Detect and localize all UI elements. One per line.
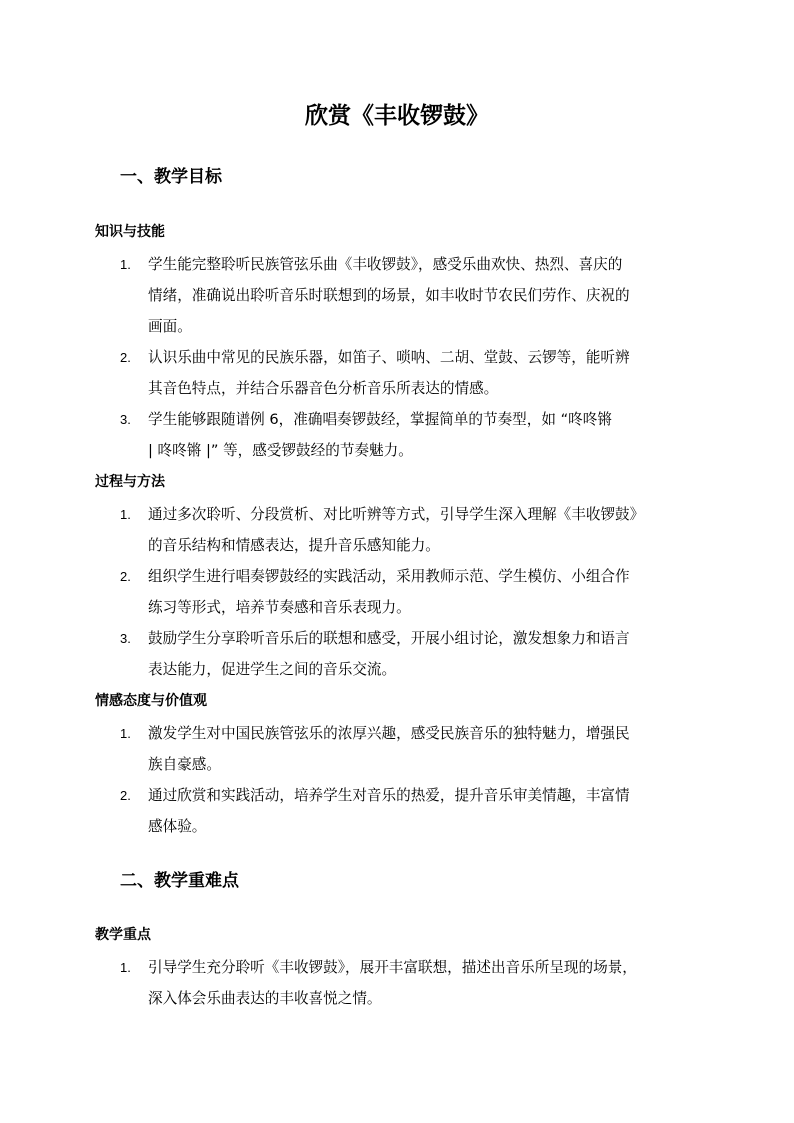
- list-item-line: 通过欣赏和实践活动，培养学生对音乐的热爱，提升音乐审美情趣，丰富情: [148, 787, 630, 804]
- list-item-line: 族自豪感。: [148, 756, 221, 773]
- list-item-line: 引导学生充分聆听《丰收锣鼓》，展开丰富联想，描述出音乐所呈现的场景，: [148, 959, 637, 976]
- list-item-line: 其音色特点，并结合乐器音色分析音乐所表达的情感。: [148, 380, 499, 397]
- subsection-heading-attitude-values: 情感态度与价值观: [95, 693, 207, 709]
- list-number: 1.: [120, 507, 131, 522]
- list-number: 3.: [120, 631, 131, 646]
- list-number: 3.: [120, 412, 131, 427]
- list-item-line: | 咚咚锵 |” 等，感受锣鼓经的节奏魅力。: [148, 442, 413, 459]
- list-item-line: 情绪，准确说出聆听音乐时联想到的场景，如丰收时节农民们劳作、庆祝的: [148, 287, 630, 304]
- section-heading-teaching-goals: 一、教学目标: [120, 167, 222, 187]
- list-number: 1.: [120, 257, 131, 272]
- list-number: 2.: [120, 350, 131, 365]
- list-item-line: 深入体会乐曲表达的丰收喜悦之情。: [148, 990, 382, 1007]
- list-number: 1.: [120, 960, 131, 975]
- list-item-line: 学生能完整聆听民族管弦乐曲《丰收锣鼓》，感受乐曲欢快、热烈、喜庆的: [148, 256, 623, 273]
- list-item-line: 表达能力，促进学生之间的音乐交流。: [148, 661, 397, 678]
- list-item-line: 鼓励学生分享聆听音乐后的联想和感受，开展小组讨论，激发想象力和语言: [148, 630, 630, 647]
- list-item-line: 学生能够跟随谱例 6，准确唱奏锣鼓经，掌握简单的节奏型，如 “咚咚锵: [148, 411, 612, 428]
- list-item-line: 练习等形式，培养节奏感和音乐表现力。: [148, 599, 411, 616]
- list-item-line: 通过多次聆听、分段赏析、对比听辨等方式，引导学生深入理解《丰收锣鼓》: [148, 506, 645, 523]
- list-number: 1.: [120, 726, 131, 741]
- list-item-line: 的音乐结构和情感表达，提升音乐感知能力。: [148, 537, 440, 554]
- subsection-heading-process-methods: 过程与方法: [95, 474, 165, 490]
- list-number: 2.: [120, 569, 131, 584]
- section-heading-key-difficult-points: 二、教学重难点: [120, 871, 239, 891]
- list-item-line: 激发学生对中国民族管弦乐的浓厚兴趣，感受民族音乐的独特魅力，增强民: [148, 725, 630, 742]
- list-item-line: 画面。: [148, 318, 192, 335]
- list-item-line: 组织学生进行唱奏锣鼓经的实践活动，采用教师示范、学生模仿、小组合作: [148, 568, 630, 585]
- list-item-line: 感体验。: [148, 818, 207, 835]
- document-title: 欣赏《丰收锣鼓》: [305, 103, 489, 129]
- subsection-heading-knowledge-skills: 知识与技能: [95, 224, 165, 240]
- list-number: 2.: [120, 788, 131, 803]
- list-item-line: 认识乐曲中常见的民族乐器，如笛子、唢呐、二胡、堂鼓、云锣等，能听辨: [148, 349, 630, 366]
- subsection-heading-teaching-focus: 教学重点: [95, 927, 151, 943]
